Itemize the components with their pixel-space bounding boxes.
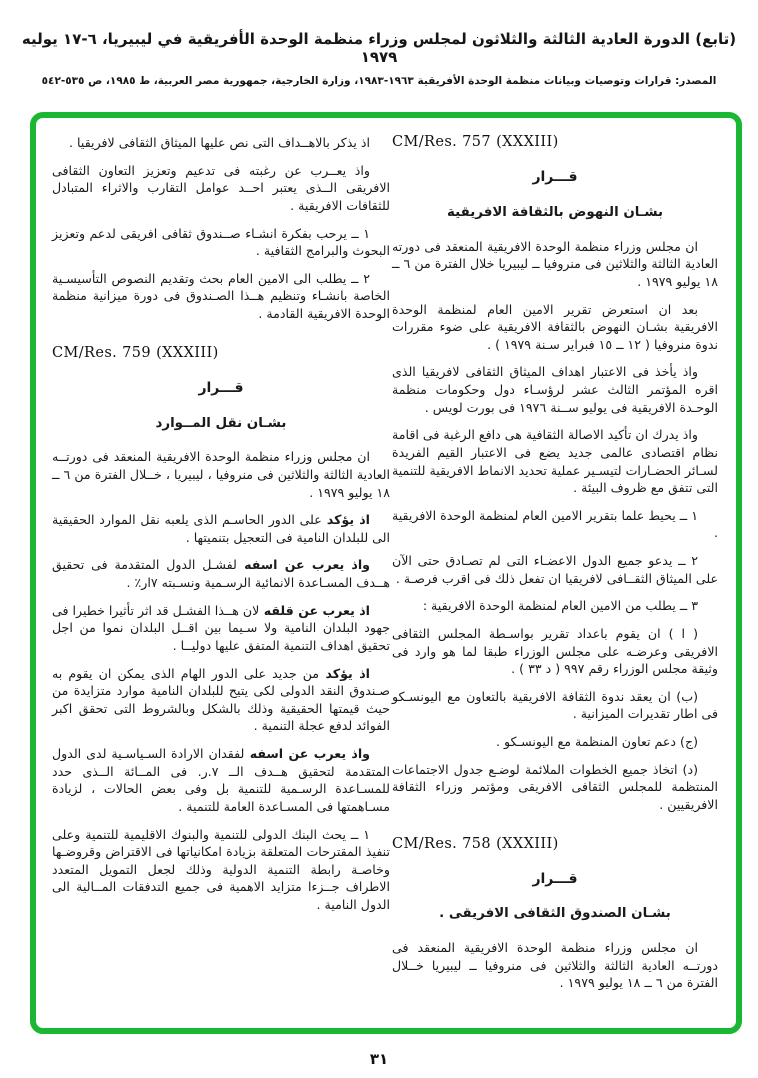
paragraph: واذ يعرب عن اسفه لفشـل الدول المتقدمة فى تحقيق هــدف المسـاعدة الانمائية الرسـمية ونسـبته ٧ار٪ . — [52, 557, 390, 591]
bold-lead-phrase: واذ يعرب عن اسفه — [244, 746, 370, 762]
resolution-heading: قـــرار — [198, 379, 244, 396]
paragraph: ان مجلس وزراء منظمة الوحدة الافريقية المنعقد فى دورته العادية الثالثة والثلاثين فى منروفيا ــ ليبيريا خلال الفترة من ٦ ــ ١٨ يوليو ١٩٧٩ . — [392, 238, 718, 289]
text-column-left — [52, 134, 390, 924]
paragraph: اذ يؤكد من جديد على الدور الهام الذى يمكن ان يقوم به صـندوق النقد الدولى لكى يتيح للبلدان النامية موارد متزايدة من حيث قيمتها الحقيقية وذلك بالشكل وبالشروط التى تحقق اكبر الفوائد لدفع عجلة التنمية . — [52, 665, 390, 734]
page-number: ٣١ — [369, 1050, 389, 1068]
page-header — [20, 30, 738, 87]
resolution-reference: CM/Res. 758 (XXXIII) — [392, 835, 559, 852]
resolution-heading: قـــرار — [532, 870, 578, 887]
paragraph: واذ يأخذ فى الاعتبار اهداف الميثاق الثقافى لافريقيا الذى اقره المؤتمر الثالث عشر لرؤسـاء دول وحكومات منظمة الوحـدة الافريقية فى يوليو ســنة ١٩٧٦ فى بورت لويس . — [392, 364, 718, 415]
green-border-frame — [30, 112, 742, 1034]
paragraph: ان مجلس وزراء منظمة الوحدة الافريقية المنعقد فى دورتــه العادية الثالثة والثلاثين فى منروفيا ، ليبيريا ، خــلال الفترة من ٦ ــ ١٨ يوليو ١٩٧٩ . — [52, 449, 390, 500]
paragraph: ٣ ــ يطلب من الامين العام لمنظمة الوحدة الافريقية : — [422, 598, 698, 614]
source-citation: المصدر: قرارات وتوصيات وبيانات منظمة الوحدة الأفريقية ١٩٦٣-١٩٨٣، وزارة الخارجية، جمهورية مصر العربية، ط ١٩٨٥، ص ٥٣٥-٥٤٢ — [41, 75, 717, 87]
paragraph: ٢ ــ يطلب الى الامين العام بحث وتقديم النصوص التأسيسـية الخاصة بانشـاء وتنظيم هــذا الصـندوق فى دورة ميزانية منظمة الوحدة الافريقية القادمة . — [52, 270, 390, 321]
resolution-subject: بشـان نقل المــوارد — [155, 415, 287, 431]
paragraph: اذ يؤكد على الدور الحاسـم الذى يلعبه نقل الموارد الحقيقية الى للبلدان النامية فى التعجيل بتنميتها . — [52, 512, 390, 545]
paragraph: ١ ــ يحيط علما بتقرير الامين العام لمنظمة الوحدة الافريقية . — [392, 507, 718, 541]
paragraph: ان مجلس وزراء منظمة الوحدة الافريقية المنعقد فى دورتــه العادية الثالثة والثلاثين فى منروفيا ــ ليبيريا خــلال الفترة من ٦ ــ ١٨ يوليو ١٩٧٩ . — [392, 940, 718, 991]
paragraph: واذ يدرك ان تأكيد الاصالة الثقافية هى دافع الرغبة فى اقامة نظام اقتصادى عالمى جديد يضع فى الاعتبار القيم الفريدة لسـائر الحضـارات لتيسـير عملية تحديد الانماط الافريقية للتنمية التى تتفق مع ظروف البيئة . — [392, 427, 718, 496]
paragraph: ٢ ــ يدعو جميع الدول الاعضـاء التى لم تصـادق حتى الآن على الميثاق الثقــافى لافريقيا ان تفعل ذلك فى اقرب فرصـة . — [392, 553, 718, 586]
bold-lead-phrase: اذ يؤكد — [321, 512, 370, 528]
resolution-subject: بشـان الصندوق الثقافى الافريقى . — [439, 906, 671, 922]
bold-lead-phrase: اذ يعرب عن قلقه — [259, 602, 371, 618]
paragraph: واذ يعرب عن اسفه لفقدان الارادة السـياسـية لدى الدول المتقدمة لتحقيق هــدف الــ ٧.ر. فى المــائة الــذى حدد للمسـاعدة الرسـمية للتنمية بل وفى بعض الحالات ، لزيادة مسـاهمتها فى المسـاعدة العامة للتنمية . — [52, 746, 390, 814]
resolution-reference: CM/Res. 757 (XXXIII) — [392, 134, 559, 150]
paragraph: اذ يذكر بالاهــداف التى نص عليها الميثاق الثقافى لافريقيا . — [69, 135, 370, 150]
paragraph: واذ يعــرب عن رغبته فى تدعيم وتعزيز التعاون الثقافى الافريقى الــذى يعتبر احــد عوامل التقارب والاثراء المتبادل للثقافات الافريقية . — [52, 162, 390, 213]
resolution-reference: CM/Res. 759 (XXXIII) — [52, 344, 219, 361]
paragraph: ( ا ) ان يقوم باعداد تقرير بواسـطة المجلس الثقافى الافريقى وعرضـه على مجلس الوزراء طبقا لما هو وارد فى وثيقة مجلس الوزراء رقم ٩٩٧ ( د ٣٣ ) . — [392, 625, 718, 677]
paragraph: (ج) دعم تعاون المنظمة مع اليونسـكو . — [496, 734, 698, 750]
text-column-right — [392, 132, 718, 1002]
paragraph: اذ يعرب عن قلقه لان هــذا الفشـل قد اثر تأثيرا خطيرا فى جهود البلدان النامية ولا سـيما بين اقــل البلدان نموا من اجل تحقيق اهداف التنمية المتفق عليها دوليــا . — [52, 602, 390, 653]
resolution-subject: بشـان النهوض بالثقافة الافريقية — [446, 204, 664, 220]
paragraph: ١ ــ يحث البنك الدولى للتنمية والبنوك الاقليمية للتنمية وعلى تنفيذ المقترحات المتعلقة بزيادة امكانياتها فى الاقتراض وقروضـها وخاصـة رابطة التنمية الدولية وذلك لجعل التمويل المتعدد الاطراف جــزءا متزايد الاهمية فى جميع التدفقات المــالية الى الدول النامية . — [52, 826, 390, 913]
bold-lead-phrase: اذ يؤكد — [319, 665, 370, 681]
paragraph: (د) اتخاذ جميع الخطوات الملائمة لوضـع جدول الاجتماعات المنتظمة للمجلس الثقافى الافريقى ومؤتمر وزراء الثقافة الافريقيين . — [392, 761, 718, 812]
resolution-heading: قـــرار — [532, 169, 578, 186]
paragraph: ١ ــ يرحب بفكرة انشـاء صــندوق ثقافى افريقى لدعم وتعزيز البحوث والبرامج الثقافية . — [52, 225, 390, 259]
session-title: (تابع) الدورة العادية الثالثة والثلاثون لمجلس وزراء منظمة الوحدة الأفريقية في ليبيريا، ٦-١٧ يوليه ١٩٧٩ — [21, 30, 737, 66]
bold-lead-phrase: واذ يعرب عن اسفه — [236, 557, 370, 573]
paragraph: بعد ان استعرض تقرير الامين العام لمنظمة الوحدة الافريقية بشـان النهوض بالثقافة الافريقية على ضوء مقررات ندوة منروفيا ( ١٢ ــ ١٥ فبراير سـنة ١٩٧٩ ) . — [392, 301, 718, 352]
paragraph: (ب) ان يعقد ندوة الثقافة الافريقية بالتعاون مع اليونسـكو فى اطار تقديرات الميزانية . — [392, 688, 718, 722]
